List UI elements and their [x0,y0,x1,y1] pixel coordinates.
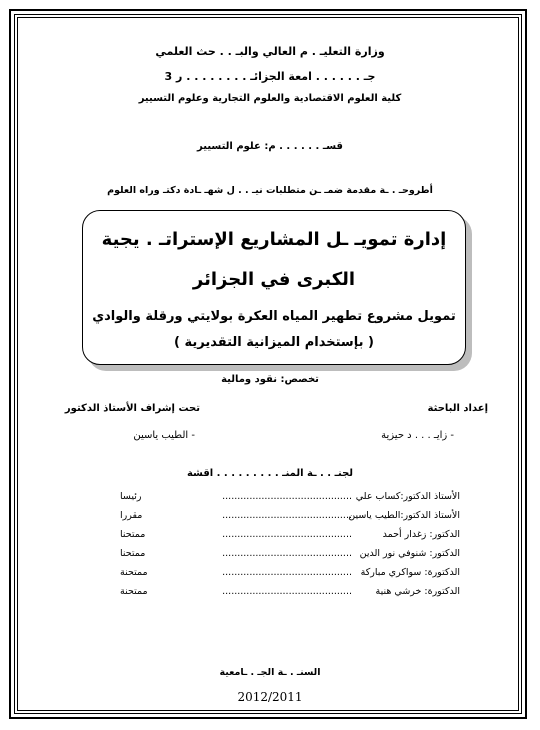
jury-row [120,586,460,602]
jury-member-name: الدكتورة: سواكري مباركة [360,567,460,578]
academic-year: 2012/2011 [237,690,303,704]
university-name: جـ . . . . . . امعة الجزائـ . . . . . . . . ر 3 [164,70,376,83]
jury-dots: ........................................... [222,586,352,597]
jury-member-name: الدكتور: زغدار أحمد [382,529,460,540]
prepared-by-label: إعداد الباحثة [427,403,488,414]
academic-year-label: السنـ . ـة الجـ . ـامعية [219,667,321,678]
jury-member-name: الأستاذ الدكتور:الطيب ياسين [348,510,460,521]
jury-row [120,510,460,526]
supervisor-name: - الطيب ياسين [133,430,195,441]
thesis-type: أطروحـ . ـة مقدمة ضمـ ـن متطلبات نيـ . . ل شهـ ـادة دكتـ وراه العلوم [107,185,433,196]
supervisor-label: تحت إشراف الأستاذ الدكتور [64,403,200,414]
jury-title: لجنـ . . ـة المنـ . . . . . . . . . اقشة [186,468,354,479]
jury-member-name: الدكتور: شنوفي نور الدين [359,548,460,559]
researcher-name: - زايـ . . . د حيزية [381,430,454,441]
department-name: قسـ . . . . . . م: علوم التسيير [197,141,343,152]
jury-member-name: الأستاذ الدكتور:كساب علي [355,491,460,502]
thesis-subtitle-line-1: تمويل مشروع تطهير المياه العكرة بولايتي ورقلة والوادي [92,309,456,324]
jury-row [120,567,460,583]
jury-member-role: ممتحنا [120,529,146,540]
jury-row [120,548,460,564]
thesis-title-line-2: الكبرى في الجزائر [192,269,356,290]
jury-member-role: ممتحنا [120,548,146,559]
specialty: تخصص: نقود ومالية [221,374,319,385]
jury-dots: ........................................... [222,510,352,521]
faculty-name: كلية العلوم الاقتصادية والعلوم التجارية وعلوم التسيير [138,93,402,104]
jury-dots: ........................................... [222,491,352,502]
thesis-subtitle-line-2: ( بإستخدام الميزانية التقديرية ) [174,335,374,350]
jury-member-role: مقررا [120,510,143,521]
jury-member-role: ممتحنة [120,586,148,597]
jury-member-role: رئيسا [120,491,142,502]
jury-row [120,491,460,507]
jury-member-role: ممتحنة [120,567,148,578]
jury-row [120,529,460,545]
jury-dots: ........................................... [222,548,352,559]
jury-dots: ........................................... [222,529,352,540]
ministry-name: وزارة التعليـ . م العالي والبـ . . حث العلمي [155,45,385,58]
jury-member-name: الدكتورة: خرشي هنية [375,586,460,597]
thesis-title-line-1: إدارة تمويـ ـل المشاريع الإستراتـ . يجية [101,229,447,250]
jury-dots: ........................................... [222,567,352,578]
title-box [82,210,466,365]
